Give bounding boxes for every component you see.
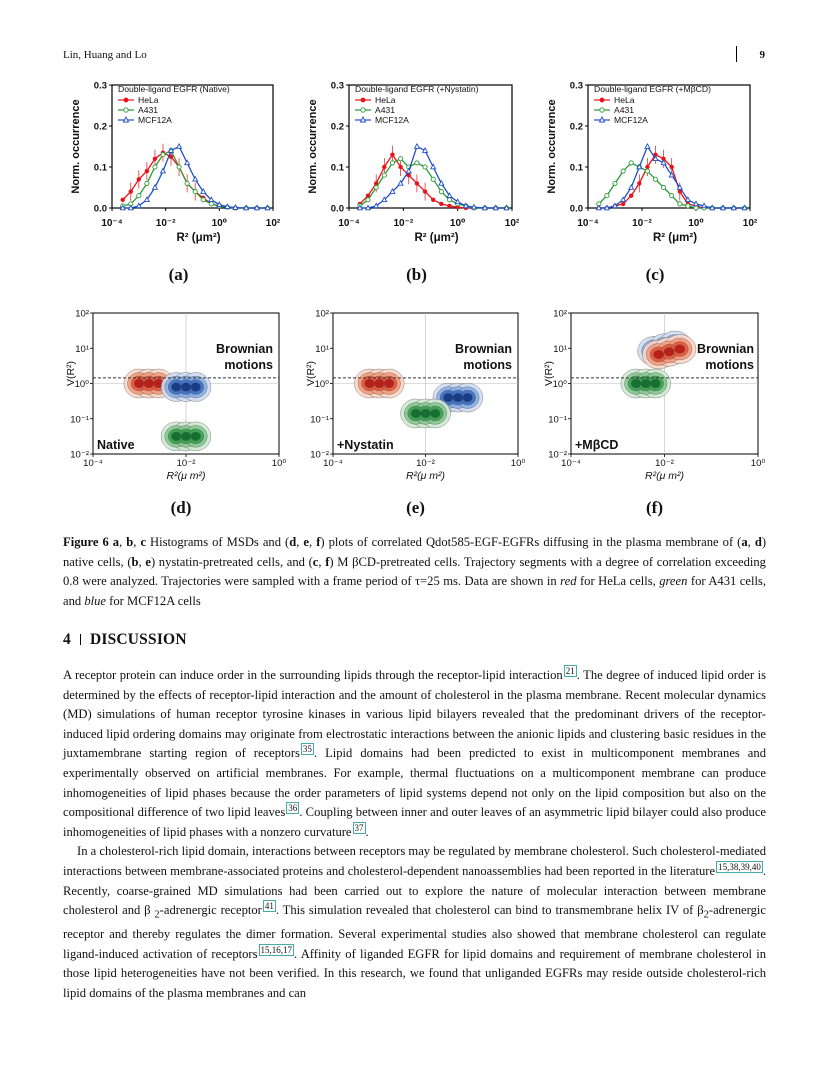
contour-level xyxy=(384,379,394,388)
contour-level xyxy=(664,347,674,356)
caption-text: f xyxy=(316,535,321,549)
legend-label: MCF12A xyxy=(138,115,172,125)
condition-label: Native xyxy=(97,438,135,452)
y-tick-label: 10⁻¹ xyxy=(548,414,567,426)
caption-text: e xyxy=(303,535,310,549)
caption-text: for A431 cells, and xyxy=(63,574,766,608)
citation-link[interactable]: 35 xyxy=(302,744,312,755)
y-axis-label: Norm. occurrence xyxy=(70,99,82,194)
data-point xyxy=(382,173,386,177)
x-tick-label: 10² xyxy=(265,218,281,229)
citation-link[interactable]: 37 xyxy=(354,822,364,833)
data-point xyxy=(137,194,141,198)
x-axis-label: R² (μm²) xyxy=(414,232,459,244)
x-axis-label: R²(μ m²) xyxy=(406,470,445,482)
data-point xyxy=(629,161,633,165)
legend-label: HeLa xyxy=(138,95,159,105)
data-point xyxy=(366,205,371,209)
citation-link[interactable]: 15,16,17 xyxy=(260,944,293,955)
data-point xyxy=(629,185,634,189)
contour-level xyxy=(653,350,663,359)
legend-label: HeLa xyxy=(375,95,396,105)
paragraph-text: . Coupling between inner and outer leaves of an asymmetric lipid bilayer could also produce inhomogeneities of lipid phases with a nonzero curvature xyxy=(63,805,767,839)
data-point xyxy=(694,206,698,210)
data-point xyxy=(447,198,451,202)
y-tick-label: 0.3 xyxy=(93,80,107,92)
contour-level xyxy=(421,409,431,418)
data-point xyxy=(653,177,657,181)
data-point xyxy=(439,190,443,194)
contour-level xyxy=(191,383,201,392)
y-tick-label: 10¹ xyxy=(553,343,567,355)
y-axis-label: Norm. occurrence xyxy=(546,99,558,194)
x-tick-label: 10⁻⁴ xyxy=(83,458,103,469)
y-tick-label: 10⁻¹ xyxy=(70,414,89,426)
contour-level xyxy=(430,409,440,418)
y-axis-label: V(R²) xyxy=(65,360,77,387)
citation-link[interactable]: 21 xyxy=(565,666,575,676)
y-tick-label: 10⁰ xyxy=(74,379,89,390)
caption-text: a xyxy=(741,535,748,549)
legend-label: A431 xyxy=(614,105,635,115)
paragraph-text: 2 xyxy=(154,909,160,921)
data-point xyxy=(721,205,726,209)
x-tick-label: 10⁻² xyxy=(176,458,196,469)
y-tick-label: 10¹ xyxy=(75,343,89,355)
data-point xyxy=(670,165,674,169)
legend-label: MCF12A xyxy=(375,115,409,125)
caption-text: , xyxy=(119,535,127,549)
caption-text: f xyxy=(325,554,330,569)
legend-marker xyxy=(361,117,366,122)
paragraph-text: A receptor protein can induce order in the surrounding lipids through the receptor-lipid interaction xyxy=(63,668,563,682)
x-tick-label: 10⁰ xyxy=(211,218,228,229)
data-point xyxy=(255,205,260,209)
data-point xyxy=(415,144,420,148)
contour-level xyxy=(134,379,144,388)
contour-level xyxy=(191,432,201,441)
data-point xyxy=(390,161,394,165)
caption-text: b xyxy=(131,554,139,569)
caption-text: , xyxy=(747,535,755,549)
x-axis-label: R² (μm²) xyxy=(652,232,698,244)
panel-letter: (f) xyxy=(646,498,663,517)
data-point xyxy=(177,165,181,169)
paragraph-text: 2 xyxy=(703,909,709,921)
data-point xyxy=(415,181,419,185)
paragraph-text: . Recently, coarse-grained MD simulations had been carried out to explore the nature of molecular interaction between membrane cholesterol and β xyxy=(63,863,766,918)
brownian-label: Brownian xyxy=(455,342,512,356)
header-authors: Lin, Huang and Lo xyxy=(63,49,147,61)
caption-text: ) plots of correlated Qdot585-EGF-EGFRs diffusing in the plasma membrane of ( xyxy=(320,535,742,549)
x-tick-label: 10⁰ xyxy=(750,458,766,469)
panel-letter: (c) xyxy=(645,265,665,284)
caption-text: a xyxy=(108,535,120,549)
caption-text: ) M βCD-pretreated cells. Trajectory segments with a degree of correlation exceeding 0.8 were analyzed. Trajectories were sampled with a frame period of τ=25 ms. Data are shown in xyxy=(63,554,766,588)
y-tick-label: 0.0 xyxy=(569,203,583,215)
paragraph-text: . The degree of induced lipid order is determined by the effects of receptor-lipid interaction and the amount of cholesterol in the plasma membrane. Recent molecular dynamics (MD) simulations of human receptor tyrosine kinases in various lipid bilayers revealed that the predominant drivers of the receptor-induced lipid ordering domains may originate from electrostatic interactions between the anionic lipids and clustering basic residues in the juxtamembrane starting region of receptors xyxy=(63,668,766,761)
data-point xyxy=(225,204,230,208)
legend-title: Double-ligand EGFR (+MβCD) xyxy=(594,84,711,94)
contour-level xyxy=(181,432,191,441)
contour-level xyxy=(641,379,651,388)
x-tick-label: 10⁻² xyxy=(155,218,176,229)
body-text xyxy=(63,666,766,1004)
panel-letter: (e) xyxy=(406,498,425,517)
data-point xyxy=(209,202,213,206)
caption-text: , xyxy=(138,554,146,569)
paragraph-text: . Lipid domains had been predicted to exist in multicomponent membranes and experimentally observed on artificial membranes. For example, thermal fluctuations on a multicomponent membrane can produce inhomogeneities of lipid phases because the order parameters of lipid systems depend not only on the lipid composition but also on the compositional difference of two lipid leaves xyxy=(63,746,766,820)
contour-level xyxy=(411,409,421,418)
data-point xyxy=(153,185,158,189)
y-tick-label: 0.2 xyxy=(93,121,107,133)
contour-level xyxy=(453,393,463,402)
data-point xyxy=(694,201,699,205)
x-tick-label: 10⁰ xyxy=(688,218,704,229)
caption-text: , xyxy=(309,535,317,549)
legend-marker xyxy=(124,117,129,122)
caption-text: red xyxy=(560,574,577,588)
x-tick-label: 10⁻² xyxy=(393,218,414,229)
contour-level xyxy=(675,345,685,354)
data-point xyxy=(596,205,601,209)
x-tick-label: 10⁻² xyxy=(632,218,652,229)
y-tick-label: 0.1 xyxy=(569,162,583,174)
y-tick-label: 10⁻² xyxy=(310,449,329,461)
data-point xyxy=(637,181,641,185)
data-point xyxy=(686,204,690,208)
legend-marker xyxy=(600,108,604,112)
caption-text: green xyxy=(659,574,688,588)
paragraph-text: . This simulation revealed that cholesterol can bind to transmembrane helix IV of β xyxy=(275,903,704,918)
caption-text: blue xyxy=(84,593,107,608)
data-point xyxy=(629,194,633,198)
data-point xyxy=(637,164,642,168)
data-point xyxy=(493,205,498,209)
x-tick-label: 10⁻² xyxy=(655,458,674,469)
data-point xyxy=(398,165,402,169)
x-tick-label: 10⁻⁴ xyxy=(561,458,581,469)
y-tick-label: 10⁻¹ xyxy=(310,414,329,426)
contour-level xyxy=(443,393,453,402)
brownian-label: Brownian xyxy=(216,342,273,356)
data-point xyxy=(423,165,427,169)
section-title: DISCUSSION xyxy=(89,631,187,648)
plot-frame xyxy=(349,85,512,208)
data-point xyxy=(482,205,487,209)
y-tick-label: 0.2 xyxy=(569,121,583,133)
data-point xyxy=(731,205,736,209)
y-tick-label: 10⁰ xyxy=(314,379,329,390)
data-point xyxy=(177,144,182,148)
data-point xyxy=(645,144,650,148)
caption-text: e xyxy=(145,554,151,569)
condition-label: +MβCD xyxy=(575,438,619,452)
y-tick-label: 10⁻² xyxy=(548,449,567,461)
data-point xyxy=(447,204,451,208)
y-tick-label: 10² xyxy=(75,308,89,320)
legend-title: Double-ligand EGFR (Native) xyxy=(118,84,230,94)
data-point xyxy=(233,205,238,209)
data-point xyxy=(613,181,617,185)
contour-level xyxy=(365,379,375,388)
contour-level xyxy=(144,379,154,388)
contour-level xyxy=(374,379,384,388)
data-point xyxy=(621,202,625,206)
y-axis-label: Norm. occurrence xyxy=(307,99,319,194)
citation-link[interactable]: 36 xyxy=(288,803,298,814)
panel-letter: (b) xyxy=(406,265,427,284)
brownian-label: motions xyxy=(705,358,754,372)
data-point xyxy=(423,148,428,152)
paragraph-text: In a cholesterol-rich lipid domain, interactions between receptors may be regulated by membrane cholesterol. Such cholesterol-mediated interactions between membrane-associated proteins and cholesterol-dependent nanoassemblies had been reported in the literature xyxy=(63,844,766,878)
brownian-label: Brownian xyxy=(697,342,754,356)
contour-level xyxy=(463,393,473,402)
y-tick-label: 10² xyxy=(553,308,567,320)
x-tick-label: 10⁻⁴ xyxy=(577,218,599,229)
data-point xyxy=(201,198,205,202)
data-point xyxy=(399,157,403,161)
caption-text: Histograms of MSDs and ( xyxy=(146,535,290,549)
data-point xyxy=(366,198,370,202)
legend-marker xyxy=(124,98,129,103)
x-axis-label: R²(μ m²) xyxy=(166,470,206,482)
data-point xyxy=(472,205,477,209)
caption-text: c xyxy=(312,554,319,569)
contour-level xyxy=(631,379,641,388)
caption-text: c xyxy=(140,535,147,549)
x-axis-label: R² (μm²) xyxy=(176,232,221,244)
paragraph-text: -adrenergic receptor xyxy=(159,903,262,918)
figure-caption xyxy=(63,533,766,611)
y-tick-label: 10² xyxy=(315,308,329,320)
x-tick-label: 10⁻⁴ xyxy=(323,458,343,469)
data-point xyxy=(244,205,249,209)
citation-link[interactable]: 41 xyxy=(264,901,274,912)
data-point xyxy=(431,177,435,181)
citation-link[interactable]: 15,38,39,40 xyxy=(718,861,761,872)
data-point xyxy=(217,202,222,206)
legend-marker xyxy=(361,108,365,112)
y-tick-label: 10⁻² xyxy=(70,449,89,461)
brownian-label: motions xyxy=(463,358,512,372)
caption-text: for HeLa cells, xyxy=(576,574,660,588)
data-point xyxy=(605,205,610,209)
figure-6 xyxy=(0,0,827,520)
x-tick-label: 10⁰ xyxy=(510,458,526,469)
legend-label: MCF12A xyxy=(614,115,648,125)
caption-label: Figure 6 xyxy=(63,535,109,549)
data-point xyxy=(185,181,189,185)
x-tick-label: 10⁻⁴ xyxy=(338,218,360,229)
data-point xyxy=(605,194,609,198)
contour-level xyxy=(171,383,181,392)
data-point xyxy=(431,198,435,202)
y-axis-label: V(R²) xyxy=(543,360,555,387)
data-point xyxy=(145,169,149,173)
paragraph-1 xyxy=(63,666,766,842)
caption-text: ) nystatin-pretreated cells, and ( xyxy=(150,554,313,569)
data-point xyxy=(265,205,270,209)
data-point xyxy=(406,169,411,173)
caption-text: for MCF12A cells xyxy=(106,593,201,608)
y-tick-label: 0.1 xyxy=(330,162,344,174)
section-heading xyxy=(63,631,187,649)
y-axis-label: V(R²) xyxy=(305,360,317,387)
data-point xyxy=(504,205,509,209)
x-tick-label: 10⁻² xyxy=(416,458,435,469)
data-point xyxy=(423,189,427,193)
data-point xyxy=(137,177,141,181)
data-point xyxy=(702,203,707,207)
x-tick-label: 10⁻⁴ xyxy=(101,218,123,229)
data-point xyxy=(678,202,682,206)
panel-letter: (a) xyxy=(168,265,189,284)
panel-letter: (d) xyxy=(170,498,192,517)
data-point xyxy=(645,165,649,169)
x-tick-label: 10² xyxy=(504,218,520,229)
data-point xyxy=(374,185,378,189)
caption-text: , xyxy=(296,535,304,549)
condition-label: +Nystatin xyxy=(337,438,394,452)
contour-level xyxy=(651,379,661,388)
paragraph-text: . Affinity of liganded EGFR for lipid domains and requirement of membrane cholesterol in those lipid heterogeneities have not been verified. In this research, we found that unliganded EGFRs may reside outside cholesterol-rich lipid domains of the plasma membranes and can xyxy=(63,946,767,1001)
data-point xyxy=(161,153,165,157)
plot-frame xyxy=(588,85,750,208)
data-point xyxy=(193,190,197,194)
brownian-label: motions xyxy=(224,358,273,372)
data-point xyxy=(439,202,443,206)
y-tick-label: 0.1 xyxy=(93,162,107,174)
x-tick-label: 10⁰ xyxy=(449,218,466,229)
caption-text: , xyxy=(318,554,326,569)
x-tick-label: 10⁰ xyxy=(271,458,287,469)
caption-text: , xyxy=(133,535,141,549)
y-tick-label: 0.0 xyxy=(93,203,107,215)
legend-label: HeLa xyxy=(614,95,635,105)
data-point xyxy=(169,148,174,152)
paragraph-2 xyxy=(63,842,766,1003)
section-separator xyxy=(80,634,81,645)
data-point xyxy=(621,169,625,173)
data-point xyxy=(463,203,468,207)
data-point xyxy=(145,181,149,185)
legend-marker xyxy=(600,117,605,122)
data-point xyxy=(193,177,198,181)
y-tick-label: 0.3 xyxy=(569,80,583,92)
data-point xyxy=(390,153,394,157)
data-point xyxy=(161,169,166,173)
legend-label: A431 xyxy=(375,105,396,115)
y-tick-label: 0.0 xyxy=(330,203,344,215)
y-tick-label: 10¹ xyxy=(315,343,329,355)
data-point xyxy=(742,205,747,209)
data-point xyxy=(710,205,715,209)
data-point xyxy=(415,161,419,165)
paragraph-text: -adrenergic receptor and thereby regulates the dimer formation. Several experimental studies also showed that membrane cholesterol can regulate ligand-induced activation of receptors xyxy=(63,903,766,961)
data-point xyxy=(185,160,190,164)
data-point xyxy=(662,185,666,189)
data-point xyxy=(128,205,133,209)
data-point xyxy=(129,189,133,193)
data-point xyxy=(121,198,125,202)
data-point xyxy=(153,165,157,169)
caption-text: d xyxy=(754,535,762,549)
section-number: 4 xyxy=(63,631,71,648)
y-tick-label: 0.2 xyxy=(330,121,344,133)
data-point xyxy=(670,194,674,198)
x-tick-label: 10² xyxy=(742,218,758,229)
legend-label: A431 xyxy=(138,105,159,115)
contour-level xyxy=(181,383,191,392)
legend-marker xyxy=(361,98,366,103)
caption-text: d xyxy=(289,535,297,549)
paragraph-text: . xyxy=(365,824,369,839)
y-tick-label: 10⁰ xyxy=(552,379,567,390)
legend-marker xyxy=(600,98,605,103)
data-point xyxy=(645,169,649,173)
data-point xyxy=(382,165,386,169)
y-tick-label: 0.3 xyxy=(330,80,344,92)
header-page-number: 9 xyxy=(759,49,765,61)
legend-title: Double-ligand EGFR (+Nystatin) xyxy=(355,84,479,94)
legend-marker xyxy=(124,108,128,112)
caption-text: ) native cells, ( xyxy=(63,535,767,569)
contour-level xyxy=(171,432,181,441)
x-axis-label: R²(μ m²) xyxy=(645,470,684,482)
caption-text: b xyxy=(126,535,134,549)
data-point xyxy=(153,157,157,161)
